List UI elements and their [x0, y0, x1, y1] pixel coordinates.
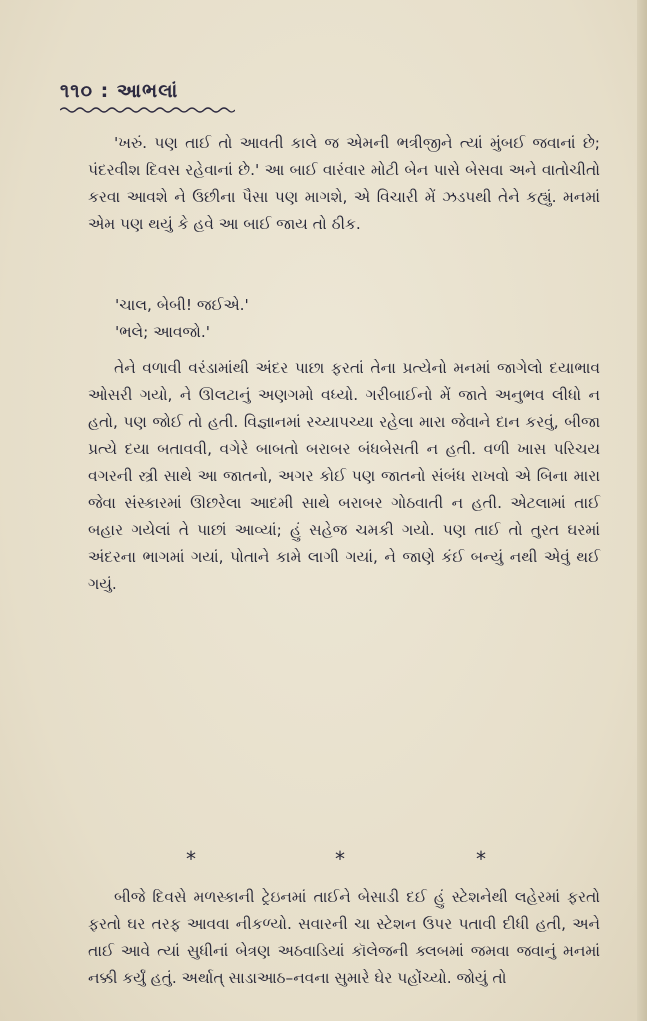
paragraph-2: તેને વળાવી વરંડામાંથી અંદર પાછા ફરતાં તેના પ્રત્યેનો મનમાં જાગેલો દયાભાવ ઓસરી ગયો, ને ઊલટાનું અણગમો વધ્યો. ગરીબાઈનો મેં જાતે અનુભવ લીધો ન હતો, પણ જોઈ તો હતી. વિજ્ઞાનમાં રચ્યાપચ્યા રહેલા મારા જેવાને દાન કરવું, બીજા પ્રત્યે દયા બતાવવી, વગેરે બાબતો બરાબર બંધબેસતી ન હતી. વળી ખાસ પરિચય વગરની સ્ત્રી સાથે આ જાતનો, અગર કોઈ પણ જાતનો સંબંધ રાખવો એ બિના મારા જેવા સંસ્કારમાં ઊછરેલા આદમી સાથે બરાબર ગોઠવાતી ન હતી. એટલામાં તાઈ બહાર ગયેલાં તે પાછાં આવ્યાં; હું સહેજ ચમકી ગયો. પણ તાઈ તો તુરત ઘરમાં અંદરના ભાગમાં ગયાં, પોતાને કામે લાગી ગયાં, ને જાણે કંઈ બન્યું નથી એવું થઈ ગયું. [88, 359, 600, 593]
paragraph-3: બીજે દિવસે મળસ્કાની ટ્રેઇનમાં તાઈને બેસાડી દઈ હું સ્ટેશનેથી લહેરમાં ફરતો ફરતો ઘર તરફ આવવા નીકળ્યો. સવારની ચા સ્ટેશન ઉપર પતાવી દીધી હતી, અને તાઈ આવે ત્યાં સુધીનાં બેત્રણ અઠવાડિયાં કૉલેજની ક્લબમાં જમવા જવાનું મનમાં નક્કી કર્યું હતું. અર્થાત્ સાડાઆઠ–નવના સુમારે ઘેર પહોંચ્યો. જોયું તો [88, 888, 600, 987]
separator-star: * [335, 847, 345, 871]
page-header: ૧૧૦ : આભલાં [60, 80, 179, 102]
dialogue-line-1: 'ચાલ, બેબી! જઈએ.' [115, 296, 249, 314]
separator-star: * [476, 847, 486, 871]
paragraph-1: 'ખરું. પણ તાઈ તો આવતી કાલે જ એમની ભત્રીજીને ત્યાં મુંબઈ જવાનાં છે; પંદરવીશ દિવસ રહેવાનાં છે.' આ બાઈ વારંવાર મોટી બેન પાસે બેસવા અને વાતોચીતો કરવા આવશે ને ઉછીના પૈસા પણ માગશે, એ વિચારી મેં ઝડપથી તેને કહ્યું. મનમાં એમ પણ થયું કે હવે આ બાઈ જાય તો ઠીક. [88, 134, 600, 233]
page-edge [637, 0, 647, 1021]
header-wavy-underline [60, 106, 235, 114]
dialogue-line-2: 'ભલે; આવજો.' [115, 323, 210, 341]
separator-star: * [186, 847, 196, 871]
